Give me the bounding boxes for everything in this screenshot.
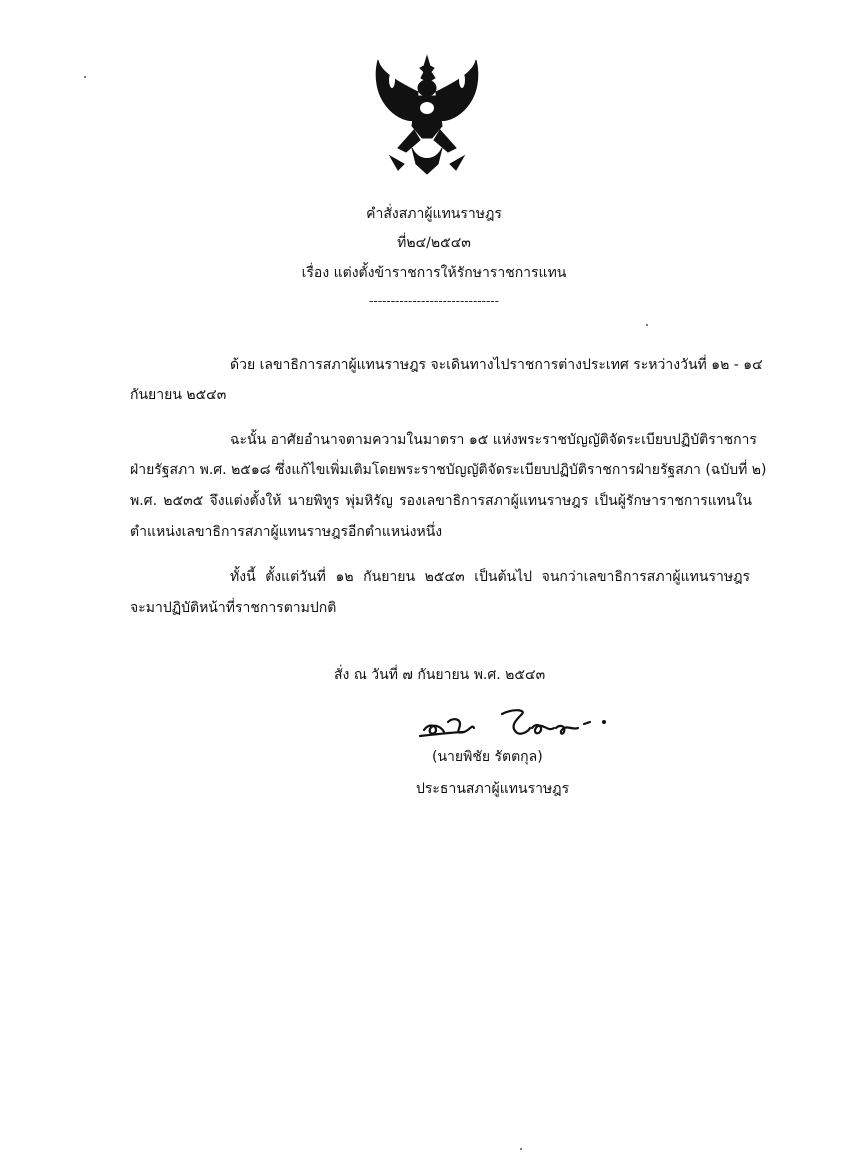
- paragraph-2-line-4: ตำแหน่งเลขาธิการสภาผู้แทนราษฎรอีกตำแหน่งหนึ่ง: [130, 524, 443, 540]
- signer-name: (นายพิชัย รัตตกุล): [432, 749, 543, 765]
- paragraph-3-line-1: ทั้งนี้ ตั้งแต่วันที่ ๑๒ กันยายน ๒๕๔๓ เป็นต้นไป จนกว่าเลขาธิการสภาผู้แทนราษฎร: [230, 569, 750, 585]
- signer-title: ประธานสภาผู้แทนราษฎร: [416, 781, 570, 797]
- paragraph-1-line-2: กันยายน ๒๕๔๓: [130, 387, 227, 403]
- paragraph-2-line-3: พ.ศ. ๒๕๓๕ จึงแต่งตั้งให้ นายพิทูร พุ่มหิรัญ รองเลขาธิการสภาผู้แทนราษฎร เป็นผู้รักษาราชการแทนใน: [130, 493, 752, 509]
- separator-line: ------------------------------: [369, 294, 499, 308]
- order-subject: เรื่อง แต่งตั้งข้าราชการให้รักษาราชการแทน: [301, 265, 567, 281]
- scan-speck: [646, 324, 648, 326]
- scan-speck: [520, 1148, 522, 1150]
- handwritten-signature: [418, 702, 618, 744]
- paragraph-3-line-2: จะมาปฏิบัติหน้าที่ราชการตามปกติ: [130, 600, 337, 616]
- paragraph-2-line-2: ฝ่ายรัฐสภา พ.ศ. ๒๕๑๘ ซึ่งแก้ไขเพิ่มเติมโดยพระราชบัญญัติจัดระเบียบปฏิบัติราชการฝ่ายรัฐสภา (ฉบับที่ ๒): [130, 462, 767, 478]
- order-title: คำสั่งสภาผู้แทนราษฎร: [366, 206, 502, 222]
- order-date-line: สั่ง ณ วันที่ ๗ กันยายน พ.ศ. ๒๕๔๓: [334, 667, 546, 683]
- garuda-emblem-icon: [368, 52, 486, 180]
- scan-speck: [84, 76, 86, 78]
- order-number: ที่๒๔/๒๕๔๓: [397, 235, 471, 251]
- paragraph-2-line-1: ฉะนั้น อาศัยอำนาจตามความในมาตรา ๑๕ แห่งพระราชบัญญัติจัดระเบียบปฏิบัติราชการ: [230, 432, 757, 448]
- paragraph-1-line-1: ด้วย เลขาธิการสภาผู้แทนราษฎร จะเดินทางไปราชการต่างประเทศ ระหว่างวันที่ ๑๒ - ๑๔: [230, 357, 763, 373]
